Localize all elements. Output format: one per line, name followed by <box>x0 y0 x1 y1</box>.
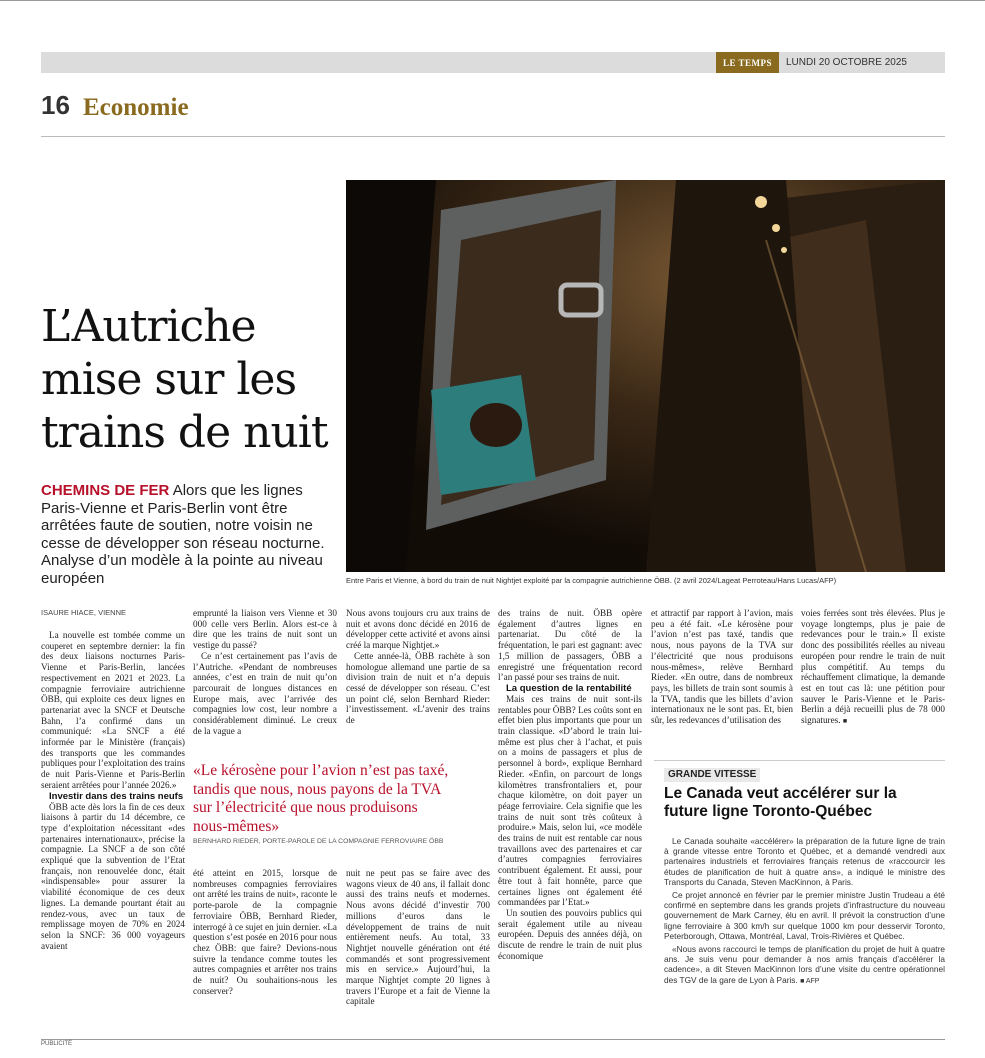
end-mark: ■ AFP <box>800 977 820 985</box>
paper-logo: LE TEMPS <box>716 52 779 73</box>
byline: ISAURE HIACE, VIENNE <box>41 608 127 617</box>
article-column-6 <box>801 608 945 742</box>
paragraph: Mais ces trains de nuit sont-ils rentables pour ÖBB? Les coûts sont en effet bien plus importants que pour un train classique. «D’abord le train lui-même est plus cher à l’achat, et puis on a moins de passagers et plus de personnel à bord», explique Bernhard Rieder. «Enfin, on parcourt de longs kilomètres transfrontaliers et, pour chaque kilomètre, on doit payer un péage ferroviaire. Cela signifie que les trains de nuit sont très coûteux à produire.» Mais, selon lui, «ce modèle des trains de nuit est rentable car nous travaillons avec des partenaires et car d’autres compagnies ferroviaires contribuent également. Et aussi, pour être tout à fait honnête, parce que certaines lignes ont également été commandées par l’Etat.» <box>498 693 642 908</box>
sidebar-rule <box>654 760 945 761</box>
paragraph: Le Canada souhaite «accélérer» la préparation de la future ligne de train à grande vitesse entre Toronto et Québec, et a demandé vendredi aux partenaires industriels et ferroviaires français retenus de «raccourcir les études de planification de huit à quatre ans», a indiqué le ministre des Transports du Canada, Steven MacKinnon, à Paris. <box>664 836 945 887</box>
subhead: Investir dans des trains neufs <box>49 790 184 802</box>
paragraph: Un soutien des pouvoirs publics qui serait également utile au niveau européen. Depuis des années déjà, on discute de rendre le train de nuit plus économique <box>498 907 642 961</box>
paragraph: des trains de nuit. ÖBB opère également d’autres lignes en partenariat. Du côté de la fréquentation, le pari est gagnant: avec 1,5 million de passagers, ÖBB a enregistré une fréquentation record l’an passé pour ses trains de nuit. <box>498 608 642 683</box>
paragraph: «Nous avons raccourci le temps de planification du projet de huit à quatre ans. Je suis venu pour demander à nos amis français d’accélérer la cadence», a dit Steven MacKinnon lors d’une visite du centre opérationnel des TGV de la gare de Lyon à Paris. <box>664 944 945 985</box>
article-column-3-bottom <box>346 868 490 1014</box>
subhead: La question de la rentabilité <box>506 682 632 694</box>
article-column-2-top <box>193 608 337 738</box>
paragraph: ÖBB acte dès lors la fin de ces deux liaisons à partir du 14 décembre, ce type d’exploitation nécessitant «des partenaires internationaux», précise la compagnie. La SNCF a de son côté expliqué que la subvention de l’Etat français, non renouvelée donc, était «indispensable» pour assurer la viabilité économique de ces deux lignes. La demande pourtant était au rendez-vous, avec un taux de remplissage moyen de 70% en 2024 selon la SNCF: 36 000 voyageurs avaient <box>41 801 185 951</box>
footer-rule <box>41 1039 945 1040</box>
pull-quote-attribution: BERNHARD RIEDER, PORTE-PAROLE DE LA COMPAGNIE FERROVIAIRE ÖBB <box>193 838 444 845</box>
paragraph: été atteint en 2015, lorsque de nombreuses compagnies ferroviaires ont arrêté les trains de nuit», raconte le porte-parole de la compagnie ferroviaire ÖBB, Bernhard Rieder, interrogé à ce sujet en juin dernier. «La question s’est posée en 2016 pour nous chez ÖBB: que faire? Devions-nous suivre la tendance comme toutes les autres compagnies et arrêter nos trains de nuit? Ou souhaitions-nous les conserver? <box>193 868 337 996</box>
section-name: Economie <box>83 94 189 121</box>
issue-date: LUNDI 20 OCTOBRE 2025 <box>786 57 907 68</box>
paragraph: emprunté la liaison vers Vienne et 30 000 celle vers Berlin. Alors est-ce à dire que les trains de nuit sont un vestige du passé? <box>193 608 337 651</box>
article-column-5 <box>651 608 793 738</box>
paragraph: Cette année-là, ÖBB rachète à son homologue allemand une partie de sa division train de nuit et n’a depuis cessé de développer son réseau. C’est un point clé, selon Bernhard Rieder: l’investissement. «L’avenir des trains de <box>346 650 490 726</box>
headline: L’Autriche mise sur les trains de nuit <box>41 301 328 458</box>
lede-kicker: CHEMINS DE FER <box>41 482 170 499</box>
sidebar-kicker: GRANDE VITESSE <box>664 768 760 782</box>
paragraph: voies ferrées sont très élevées. Plus je voyage longtemps, plus je paie de redevances pour le train.» Il existe donc des possibilités réelles au niveau européen pour rendre le train de nuit plus compétitif. Au temps du réchauffement climatique, la demande est en tout cas là: une pétition pour sauver le Paris-Vienne et le Paris-Berlin a déjà recueilli plus de 78 000 signatures. <box>801 608 945 726</box>
sidebar-title: Le Canada veut accélérer sur la future ligne Toronto-Québec <box>664 785 897 820</box>
paragraph: Ce n’est certainement pas l’avis de l’Autriche. «Pendant de nombreuses années, c’est en train de nuit qu’on parcourait de longues distances en Europe mais, avec l’arrivée des compagnies low cost, leur nombre a considérablement diminué. Le creux de la vague a <box>193 650 337 736</box>
paragraph: et attractif par rapport à l’avion, mais peu a été fait. «Le kérosène pour l’avion n’est pas taxé, tandis que nous, nous payons de la TVA sur l’électricité que nous produisons nous-mêmes», relève Bernhard Rieder. «En outre, dans de nombreux pays, les billets de train sont soumis à la TVA, tandis que les billets d’avion internationaux ne le sont pas. Et, bien sûr, les redevances d’utilisation des <box>651 608 793 726</box>
lede <box>41 482 341 587</box>
top-border <box>0 0 985 1</box>
photo-caption: Entre Paris et Vienne, à bord du train de nuit Nightjet exploité par la compagnie autrichienne ÖBB. (2 avril 2024/Lageat Perroteau/Hans Lucas/AFP) <box>346 576 837 585</box>
sidebar-body <box>664 836 945 990</box>
advertising-label: PUBLICITÉ <box>41 1041 73 1047</box>
paragraph: Ce projet annoncé en février par le premier ministre Justin Trudeau a été confirmé en septembre dans les grands projets d’infrastructure du nouveau gouvernement de Mark Carney, élu en avril. Il prévoit la construction d’une ligne ferroviaire à 300 km/h sur quelque 1000 km pour desservir Toronto, Peterborough, Ottawa, Montréal, Laval, Trois-Rivières et Québec. <box>664 890 945 941</box>
article-column-2-bottom <box>193 868 337 1014</box>
train-corridor-photo <box>346 180 945 572</box>
article-column-1 <box>41 630 185 1012</box>
photo-illustration <box>346 180 945 572</box>
lede-text: Alors que les lignes Paris-Vienne et Paris-Berlin vont être arrêtées faute de soutien, notre voisin ne cesse de développer son réseau nocturne. Analyse d’un modèle à la pointe au niveau européen <box>41 482 325 587</box>
paragraph: La nouvelle est tombée comme un couperet en septembre dernier: la fin des deux liaisons nocturnes Paris-Vienne et Paris-Berlin, lancées respectivement en 2021 et 2023. La compagnie ferroviaire autrichienne ÖBB, qui exploite ces deux lignes en partenariat avec la SNCF et Deutsche Bahn, l’a confirmé dans un communiqué: «La SNCF a été informée par le Ministère (français) des transports que les commandes publiques pour l’exploitation des trains de nuit Paris-Vienne et Paris-Berlin seraient arrêtées pour l’année 2026.» <box>41 630 185 790</box>
pull-quote: «Le kérosène pour l’avion n’est pas taxé, tandis que nous, nous payons de la TVA sur l’électricité que nous produisons nous-mêmes» <box>193 762 449 835</box>
article-column-3-top <box>346 608 490 738</box>
end-mark: ■ <box>842 717 848 726</box>
paragraph: Nous avons toujours cru aux trains de nuit et avons donc décidé en 2016 de développer cette activité et avons ainsi créé la marque Nightjet.» <box>346 608 490 651</box>
paragraph: nuit ne peut pas se faire avec des wagons vieux de 40 ans, il fallait donc aussi des trains neufs et modernes. Nous avons décidé d’investir 700 millions d’euros dans le développement de trains de nuit entièrement neufs. Au total, 33 Nightjet nouvelle génération ont été commandés et sont progressivement mis en service.» Aujourd’hui, la marque Nightjet compte 20 lignes à travers l’Europe et a fait de Vienne la capitale <box>346 868 490 1007</box>
section-rule <box>41 136 945 137</box>
article-column-4 <box>498 608 642 1026</box>
page-number: 16 <box>41 90 70 120</box>
